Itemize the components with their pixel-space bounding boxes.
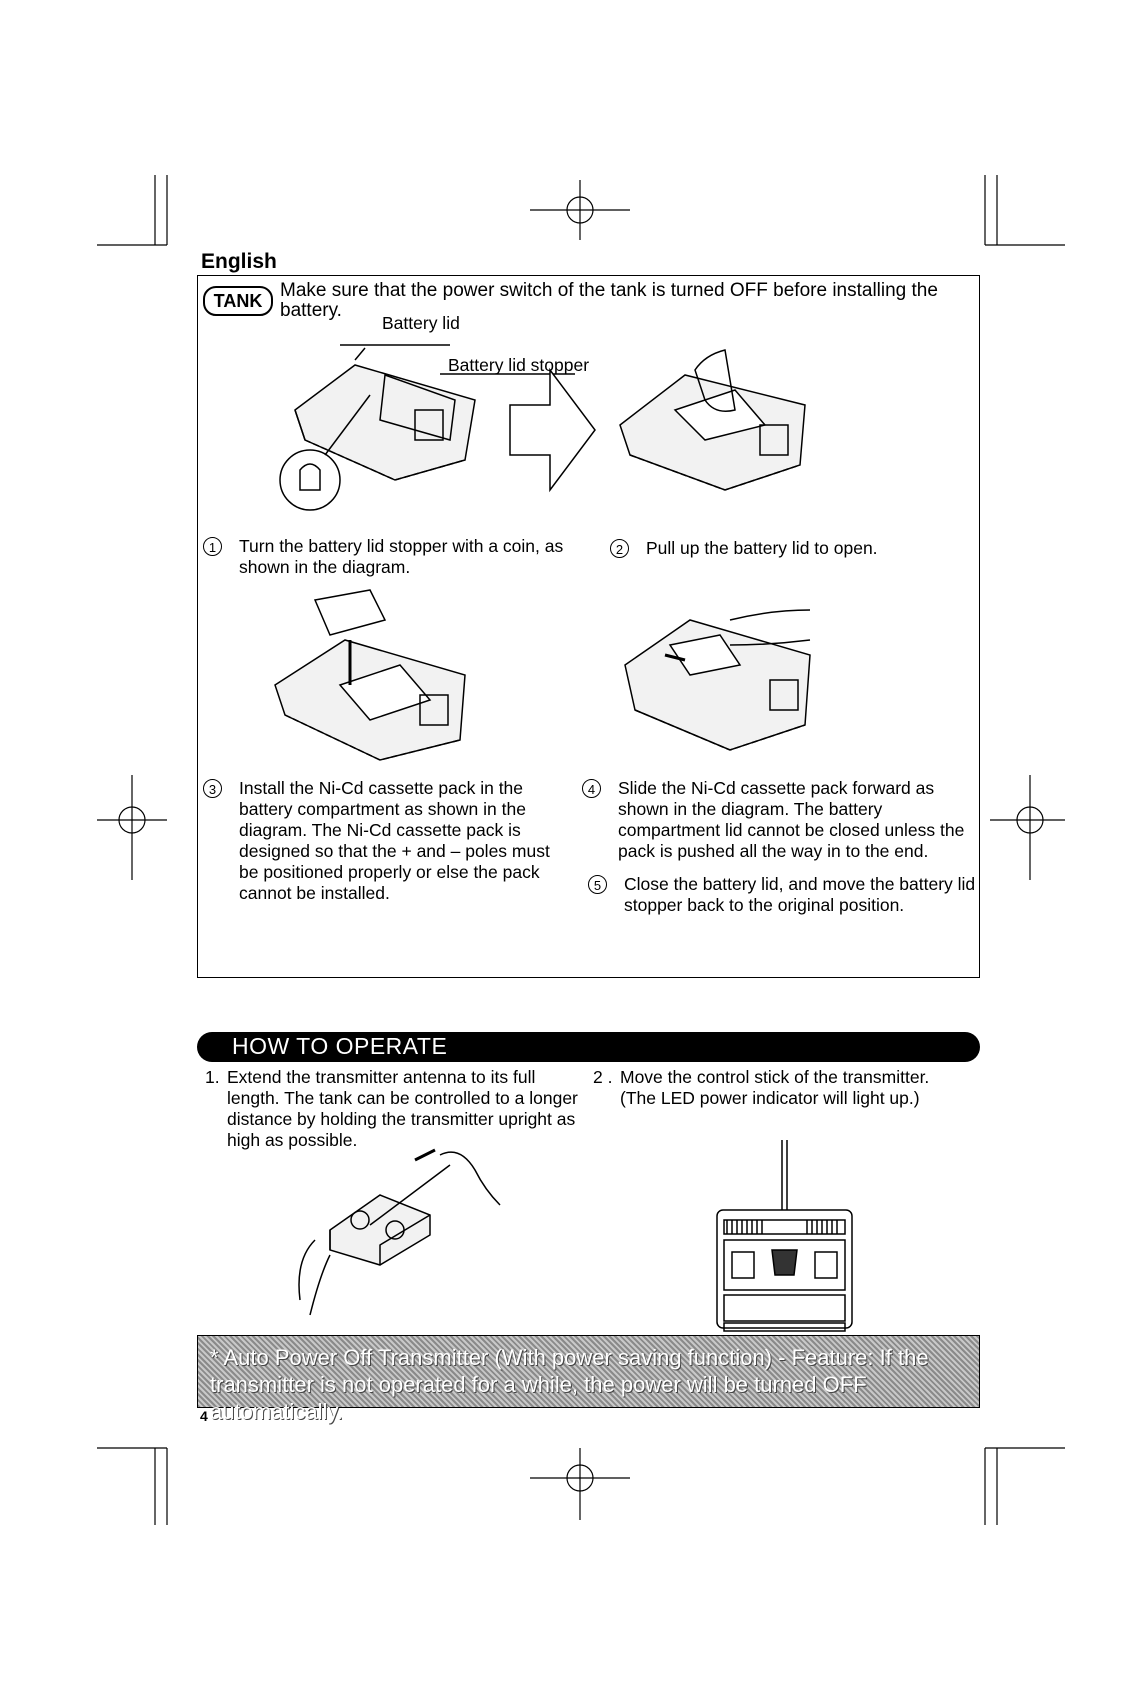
step-3-text: Install the Ni-Cd cassette pack in the battery compartment as shown in the diagram. The Ni-Cd cassette pack is designed so that the + and – poles must be positioned properly or else the pack cannot be installed.	[239, 778, 550, 903]
operate-item-2-number: 2 .	[593, 1067, 613, 1087]
step-2-number: 2	[610, 539, 629, 558]
step-4-number: 4	[582, 779, 601, 798]
battery-lid-illustrations	[265, 330, 965, 520]
step-5-number: 5	[588, 875, 607, 894]
operate-item-1-number: 1.	[205, 1067, 220, 1087]
step-3-number: 3	[203, 779, 222, 798]
operate-title: HOW TO OPERATE	[232, 1033, 448, 1059]
step-1	[203, 536, 573, 578]
page-number: 4	[200, 1408, 208, 1424]
operate-item-2-text: Move the control stick of the transmitter. (The LED power indicator will light up.)	[620, 1067, 930, 1108]
tank-badge: TANK	[203, 286, 273, 316]
operate-item-1	[205, 1067, 580, 1151]
step-3	[203, 778, 573, 904]
intro-text: Make sure that the power switch of the tank is turned OFF before installing the battery.	[280, 280, 938, 321]
step-2-text: Pull up the battery lid to open.	[646, 538, 878, 558]
language-heading: English	[201, 250, 277, 273]
transmitter-front-illustration	[712, 1140, 862, 1340]
battery-lid-label: Battery lid	[382, 313, 460, 333]
step-1-number: 1	[203, 537, 222, 556]
step-1-text: Turn the battery lid stopper with a coin, as shown in the diagram.	[239, 536, 564, 577]
transmitter-antenna-illustration	[290, 1145, 540, 1325]
step-5	[588, 874, 977, 916]
auto-power-off-notice	[197, 1335, 980, 1424]
battery-lid-stopper-label: Battery lid stopper	[448, 355, 590, 375]
operate-item-1-text: Extend the transmitter antenna to its full length. The tank can be controlled to a longer distance by holding the transmitter upright as high as possible.	[227, 1067, 578, 1150]
step-5-text: Close the battery lid, and move the battery lid stopper back to the original position.	[624, 874, 976, 915]
step-4-text: Slide the Ni-Cd cassette pack forward as shown in the diagram. The battery compartment lid cannot be closed unless the pack is pushed all the way in to the end.	[618, 778, 965, 861]
cassette-pack-illustrations	[270, 590, 970, 770]
step-2	[610, 538, 970, 559]
notice-text: * Auto Power Off Transmitter (With power saving function) - Feature: If the transmitter is not operated for a while, the power will be turned OFF automatically.	[210, 1345, 929, 1424]
step-4	[582, 778, 977, 862]
operate-item-2	[593, 1067, 968, 1109]
